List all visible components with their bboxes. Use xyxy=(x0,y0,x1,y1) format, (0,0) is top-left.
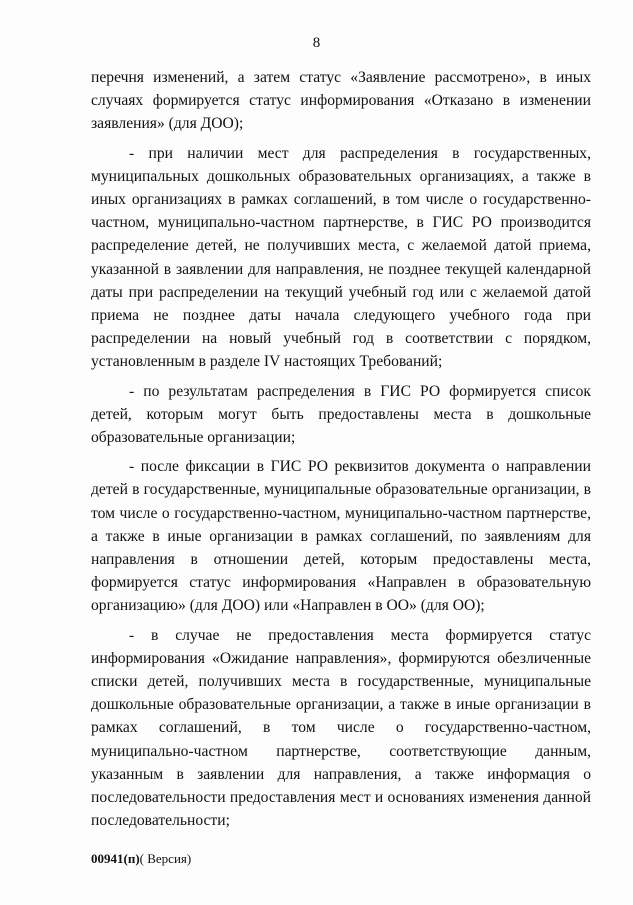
paragraph-continuation: перечня изменений, а затем статус «Заявление рассмотрено», в иных случаях формируется статус информирования «Отказано в изменении заявления» (для ДОО); xyxy=(91,69,591,133)
footer-version-code xyxy=(91,851,191,867)
paragraph-no-placement: - в случае не предоставления места формируется статус информирования «Ожидание направления», формируются обезличенные списки детей, получивших места в государственные, муниципальные дошкольные образовательные организации, а также в иные организации в рамках соглашений, в том числе о государственно-частном, муниципально-частном партнерстве, соответствующие данным, указанным в заявлении для направления, а также информация о последовательности предоставления мест и основаниях изменения данной последовательности; xyxy=(91,626,591,830)
paragraph-children-list: - по результатам распределения в ГИС РО формируется список детей, которым могут быть предоставлены места в дошкольные образовательные организации; xyxy=(91,382,591,447)
footer-code: 00941(п) xyxy=(91,851,140,866)
footer-version-label: ( Версия) xyxy=(139,851,192,866)
document-body xyxy=(91,66,591,839)
paragraph-distribution: - при наличии мест для распределения в государственных, муниципальных дошкольных образовательных организациях, а также в иных организациях в рамках соглашений, в том числе о государственно-частном, муниципально-частном партнерстве, в ГИС РО производится распределение детей, не получивших места, с желаемой датой приема, указанной в заявлении для направления, не позднее текущей календарной даты при распределении на текущий учебный год или с желаемой датой приема не позднее даты начала следующего учебного года при распределении на новый учебный год в соответствии с порядком, установленным в разделе IV настоящих Требований; xyxy=(91,144,591,371)
paragraph-referral-fixation: - после фиксации в ГИС РО реквизитов документа о направлении детей в государственные, муниципальные образовательные организации, в том числе о государственно-частном, муниципально-частном партнерстве, а также в иные организации в рамках соглашений, по заявлениям для направления в отношении детей, которым предоставлены места, формируется статус информирования «Направлен в образовательную организацию» (для ДОО) или «Направлен в ОО» (для ОО); xyxy=(91,458,591,615)
page-number: 8 xyxy=(312,35,321,51)
